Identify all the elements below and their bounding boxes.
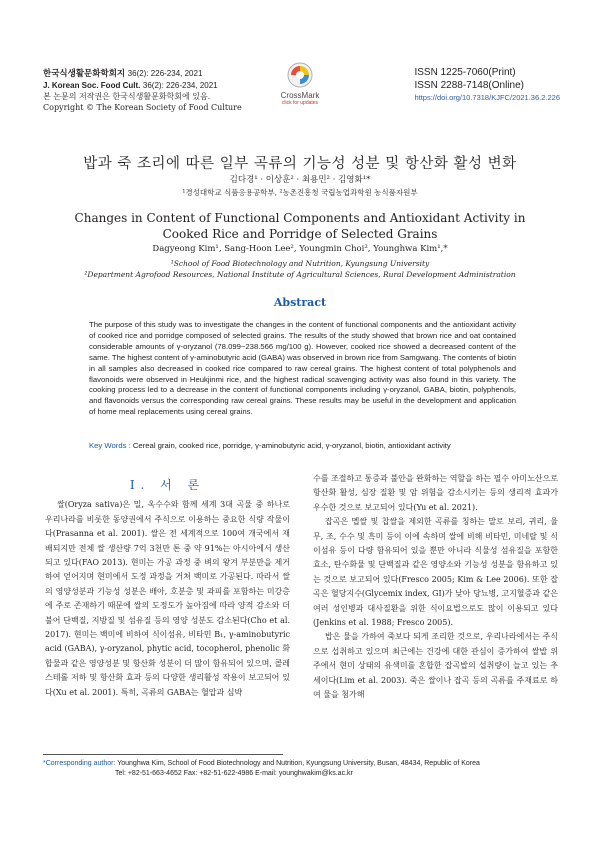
journal-header	[43, 68, 242, 113]
title-english	[0, 210, 600, 242]
footnote-label: *Corresponding author:	[43, 760, 116, 767]
issn-online: ISSN 2288-7148(Online)	[414, 80, 524, 91]
journal-volume-en: 36(2): 226-234, 2021	[142, 81, 218, 90]
intro-paragraph-4: 밥은 물을 가하여 죽보다 되게 조리한 것으로, 우리나라에서는 주식으로 섭취하고 있으며 최근에는 건강에 대한 관심이 증가하여 쌀밥 위주에서 현미 상태의 유색미를 혼합한 잡곡밥의 섭취량이 늘고 있는 추세이다(Lim et al. 2003). 죽은 쌀이나 잡곡 등의 곡류를 주재료로 하여 물을 첨가해	[313, 632, 558, 700]
authors-korean: 김다경¹ · 이상훈² · 최용민² · 김영화¹*	[229, 175, 371, 185]
corresponding-author-footnote	[43, 759, 480, 779]
authors-english: Dagyeong Kim¹, Sang-Hoon Lee², Youngmin Choi², Younghwa Kim¹,*	[152, 244, 448, 254]
crossmark-icon	[287, 62, 313, 88]
journal-volume-ko: 36(2): 226-234, 2021	[127, 69, 203, 78]
affiliation-english-1: ¹School of Food Biotechnology and Nutrition, Kyungsung University	[170, 259, 430, 268]
journal-name-ko: 한국식생활문화학회지	[43, 69, 126, 79]
footnote-address: Younghwa Kim, School of Food Biotechnology and Nutrition, Kyungsung University, Busan, 48434, Republic of Korea	[117, 760, 480, 767]
affiliation-english-2: ²Department Agrofood Resources, National Institute of Agricultural Sciences, Rural Development Administration	[84, 270, 516, 279]
title-korean: 밥과 죽 조리에 따른 일부 곡류의 기능성 성분 및 항산화 활성 변화	[83, 156, 517, 172]
issn-print: ISSN 1225-7060(Print)	[414, 67, 516, 78]
section-heading-introduction: Ⅰ. 서 론	[129, 478, 206, 492]
copyright-line: Copyright © The Korean Society of Food Culture	[43, 103, 242, 112]
keywords	[89, 441, 529, 450]
intro-paragraph-2: 수를 조절하고 통증과 불안을 완화하는 역할을 하는 필수 아미노산으로 항산화 활성, 심장 질환 및 암 위험을 감소시키는 등의 생리적 효과가 우수한 것으로 보고되어 있다(Yu et al. 2021).	[313, 474, 558, 512]
copyright-notice: 본 논문의 저작권은 한국식생활문화학회에 있음.	[43, 92, 211, 101]
crossmark-sublabel: click for updates	[281, 100, 319, 106]
crossmark-badge[interactable]	[268, 62, 332, 106]
title-english-line1: Changes in Content of Functional Components and Antioxidant Activity in	[74, 211, 526, 225]
journal-name-en: J. Korean Soc. Food Cult.	[43, 81, 141, 90]
footnote-contact: Tel: +82-51-663-4652 Fax: +82-51-622-4986 E-mail: younghwakim@ks.ac.kr	[115, 770, 353, 777]
crossmark-label: CrossMark	[280, 91, 320, 100]
title-english-line2: Cooked Rice and Porridge of Selected Grains	[162, 227, 438, 241]
doi-link[interactable]: https://doi.org/10.7318/KJFC/2021.36.2.226	[414, 93, 560, 102]
affiliation-korean: ¹경성대학교 식품응용공학부, ²농촌진흥청 국립농업과학원 농식품자원부	[182, 188, 418, 197]
intro-paragraph-3: 잡곡은 멥쌀 및 찹쌀을 제외한 곡류를 칭하는 말로 보리, 귀리, 율무, 조, 수수 및 흑미 등이 이에 속하며 쌀에 비해 비타민, 미네랄 및 식이섬유 등이 다량 함유되어 있을 뿐만 아니라 식물성 섬유질을 포함한 효소, 탄수화물 및 단백질과 같은 영양소와 기능성 성분을 함유하고 있는 것으로 보고되어 있다(Fresco 2005; Kim & Lee 2006). 또한 잡곡은 혈당지수(Glycemix index, GI)가 낮아 당뇨병, 고지혈증과 같은 여러 성인병과 대사질환을 위한 식이요법으로도 많이 이용되고 있다(Jenkins et al. 1988; Fresco 2005).	[313, 517, 558, 628]
body-left-column	[45, 468, 290, 700]
intro-paragraph-1: 쌀(Oryza sativa)은 밀, 옥수수와 함께 세계 3대 곡물 중 하나로 우리나라를 비롯한 동양권에서 주식으로 이용하는 중요한 식량 작물이다(Prasanna et al. 2001). 쌀은 전 세계적으로 100여 개국에서 재배되지만 전체 쌀 생산량 7억 3천만 톤 중 약 91%는 아시아에서 생산되고 있다(FAO 2013). 현미는 가공 과정 중 벼의 왕겨 부분만을 제거하여 얻어지며 현미에서 도정 과정을 거쳐 백미로 가공된다. 따라서 쌀의 영양성분과 기능성 성분은 배아, 호분층 및 과피를 포함하는 미강층에 주로 존재하기 때문에 쌀의 도정도가 높아짐에 따라 양적 감소와 더불어 단백질, 지방질 및 섬유질 등의 영양 성분도 감소된다(Cho et al. 2017). 현미는 백미에 비하여 식이섬유, 비타민 B₁, γ-aminobutyric acid (GABA), γ-oryzanol, phytic acid, tocopherol, phenolic 화합물과 같은 영양성분 및 항산화 성분이 더 많이 함유되어 있으며, 콜레스테롤 저하 및 항산화 효과 등의 다양한 생리활성 작용이 보고되어 있다(Xu et al. 2001). 특히, 곡류의 GABA는 혈압과 심박	[45, 500, 290, 697]
abstract-text: The purpose of this study was to investigate the changes in the content of functional components and the antioxidant activity of cooked rice and porridge composed of selected grains. The results of the study showed that brown rice and oat contained considerable amounts of γ-oryzanol (78.099~238.566 mg/100 g). However, cooked rice showed a decreased content of the same. The highest content of γ-aminobutyric acid (GABA) was observed in brown rice from Samgwang. The contents of biotin in all samples also decreased in cooked rice compared to raw cereal grains. The highest content of total polyphenols and flavonoids were observed in Heukjinmi rice, and the highest radical scavenging activity was also found in this variety. The cooking process led to a decrease in the content of functional components including γ-oryzanol, GABA, biotin, polyphenols, and flavonoids versus the corresponding raw cereal grains. These results may be useful in the development and application of home meal replacements using cereal grains.	[89, 320, 517, 417]
issn-block	[414, 66, 560, 104]
abstract-heading: Abstract	[273, 296, 327, 309]
footnote-divider	[43, 754, 283, 755]
affiliation-english	[0, 258, 600, 280]
keywords-list: Cereal grain, cooked rice, porridge, γ-aminobutyric acid, γ-oryzanol, biotin, antioxidant activity	[132, 441, 451, 450]
body-right-column	[313, 472, 558, 703]
keywords-label: Key Words :	[89, 441, 131, 450]
